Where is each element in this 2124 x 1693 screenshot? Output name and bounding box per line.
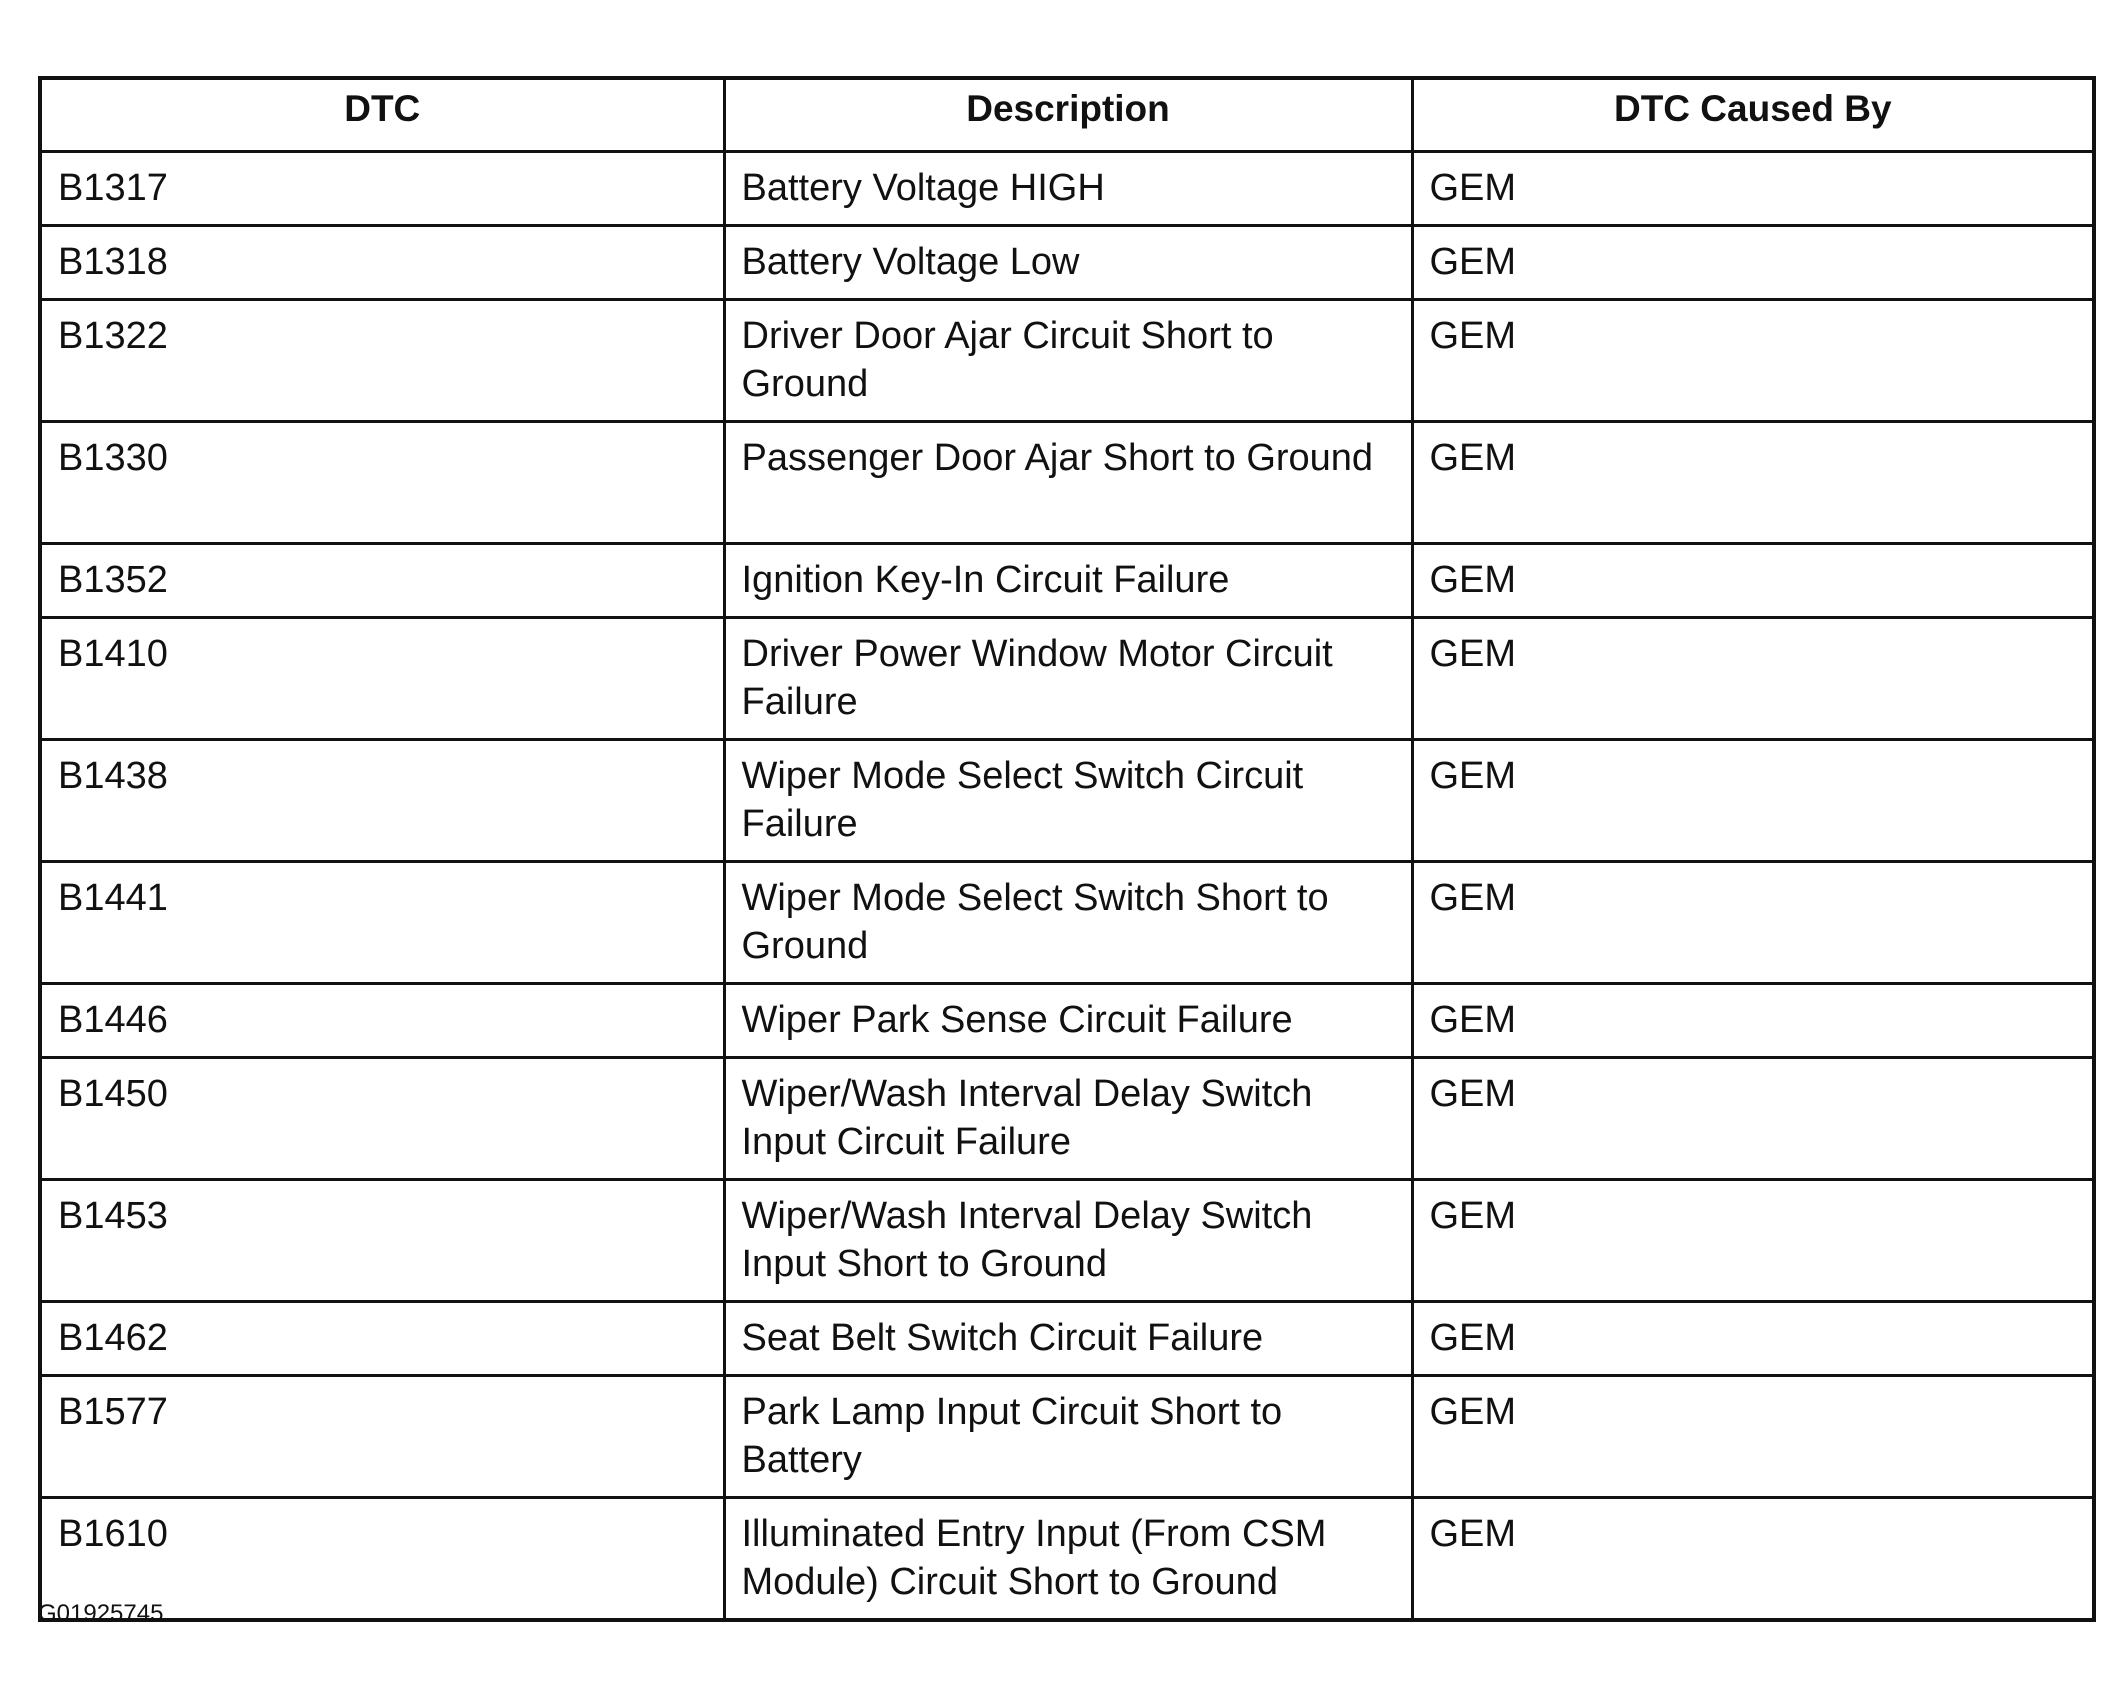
table-row (40, 1302, 2094, 1376)
header-dtc: DTC (40, 78, 724, 152)
dtc-caused-by: GEM (1412, 862, 2094, 984)
dtc-caused-by: GEM (1412, 152, 2094, 226)
dtc-code: B1453 (40, 1180, 724, 1302)
dtc-caused-by: GEM (1412, 422, 2094, 544)
table-row (40, 984, 2094, 1058)
dtc-caused-by: GEM (1412, 984, 2094, 1058)
dtc-description: Wiper Mode Select Switch Circuit Failure (724, 740, 1412, 862)
header-caused-by: DTC Caused By (1412, 78, 2094, 152)
dtc-code: B1438 (40, 740, 724, 862)
dtc-caused-by: GEM (1412, 1058, 2094, 1180)
table-row (40, 300, 2094, 422)
table-row (40, 1058, 2094, 1180)
dtc-description: Wiper Mode Select Switch Short to Ground (724, 862, 1412, 984)
dtc-table (38, 76, 2096, 1622)
dtc-caused-by: GEM (1412, 226, 2094, 300)
dtc-code: B1410 (40, 618, 724, 740)
dtc-code: B1322 (40, 300, 724, 422)
table-row (40, 226, 2094, 300)
dtc-caused-by: GEM (1412, 740, 2094, 862)
dtc-code: B1577 (40, 1376, 724, 1498)
dtc-code: B1330 (40, 422, 724, 544)
dtc-caused-by: GEM (1412, 1302, 2094, 1376)
dtc-code: B1441 (40, 862, 724, 984)
dtc-description: Battery Voltage HIGH (724, 152, 1412, 226)
dtc-description: Driver Door Ajar Circuit Short to Ground (724, 300, 1412, 422)
dtc-code: B1352 (40, 544, 724, 618)
table-row (40, 862, 2094, 984)
dtc-caused-by: GEM (1412, 1498, 2094, 1621)
dtc-description: Seat Belt Switch Circuit Failure (724, 1302, 1412, 1376)
dtc-caused-by: GEM (1412, 1376, 2094, 1498)
table-row (40, 1180, 2094, 1302)
dtc-caused-by: GEM (1412, 544, 2094, 618)
dtc-code: B1450 (40, 1058, 724, 1180)
dtc-description: Wiper/Wash Interval Delay Switch Input Short to Ground (724, 1180, 1412, 1302)
dtc-caused-by: GEM (1412, 618, 2094, 740)
dtc-caused-by: GEM (1412, 1180, 2094, 1302)
dtc-description: Wiper Park Sense Circuit Failure (724, 984, 1412, 1058)
dtc-description: Park Lamp Input Circuit Short to Battery (724, 1376, 1412, 1498)
table-row (40, 1376, 2094, 1498)
dtc-caused-by: GEM (1412, 300, 2094, 422)
dtc-description: Wiper/Wash Interval Delay Switch Input Circuit Failure (724, 1058, 1412, 1180)
dtc-code: B1317 (40, 152, 724, 226)
dtc-code: B1446 (40, 984, 724, 1058)
table-row (40, 740, 2094, 862)
dtc-code: B1610 (40, 1498, 724, 1621)
dtc-description: Illuminated Entry Input (From CSM Module) Circuit Short to Ground (724, 1498, 1412, 1621)
table-row (40, 1498, 2094, 1621)
table-row (40, 152, 2094, 226)
dtc-code: B1318 (40, 226, 724, 300)
figure-id: G01925745 (38, 1600, 164, 1627)
dtc-description: Ignition Key-In Circuit Failure (724, 544, 1412, 618)
dtc-description: Passenger Door Ajar Short to Ground (724, 422, 1412, 544)
dtc-description: Battery Voltage Low (724, 226, 1412, 300)
table-row (40, 422, 2094, 544)
table-row (40, 618, 2094, 740)
header-description: Description (724, 78, 1412, 152)
dtc-code: B1462 (40, 1302, 724, 1376)
table-header-row (40, 78, 2094, 152)
table-row (40, 544, 2094, 618)
dtc-description: Driver Power Window Motor Circuit Failure (724, 618, 1412, 740)
